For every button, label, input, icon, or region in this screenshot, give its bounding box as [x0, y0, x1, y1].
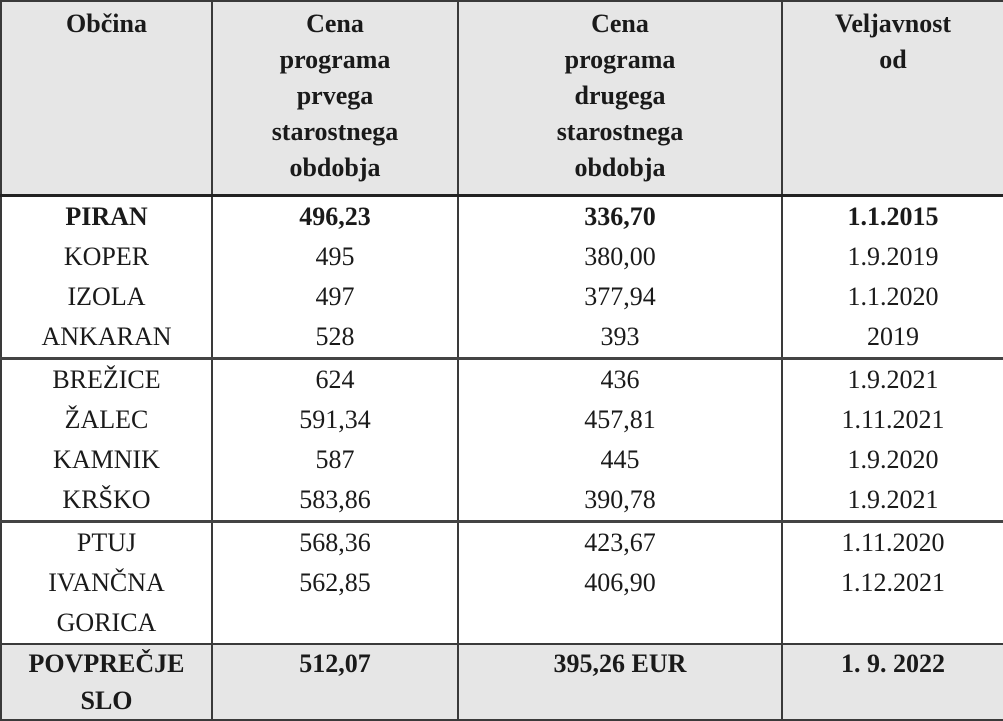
table-row	[1, 522, 1003, 564]
cell-prvo: 568,36	[212, 522, 458, 564]
cell-line: GORICA	[56, 608, 157, 637]
cell-line: IVANČNA	[48, 568, 165, 597]
header-line: Cena	[591, 9, 649, 38]
cell-drugo: 436	[458, 359, 782, 401]
cell-obcina: PTUJ	[1, 522, 212, 564]
table-row	[1, 359, 1003, 401]
cell-od: 1.11.2020	[782, 522, 1003, 564]
cell-prvo: 583,86	[212, 480, 458, 522]
cell-obcina: ŽALEC	[1, 400, 212, 440]
cell-od: 1.1.2015	[782, 196, 1003, 238]
average-row	[1, 644, 1003, 720]
cell-obcina: KRŠKO	[1, 480, 212, 522]
cell-drugo: 336,70	[458, 196, 782, 238]
table-row	[1, 563, 1003, 644]
table-row	[1, 277, 1003, 317]
cell-prvo: 496,23	[212, 196, 458, 238]
header-line: od	[879, 45, 907, 74]
cell-obcina	[1, 644, 212, 720]
cell-obcina: BREŽICE	[1, 359, 212, 401]
cell-od: 1.9.2020	[782, 440, 1003, 480]
table-row	[1, 237, 1003, 277]
header-line: programa	[564, 45, 676, 74]
cell-prvo: 495	[212, 237, 458, 277]
header-cena-drugega	[458, 1, 782, 196]
header-line: obdobja	[289, 153, 381, 182]
cell-prvo: 497	[212, 277, 458, 317]
header-line: drugega	[574, 81, 666, 110]
cell-obcina: IZOLA	[1, 277, 212, 317]
cell-od: 2019	[782, 317, 1003, 359]
cell-od: 1.9.2021	[782, 359, 1003, 401]
cell-drugo: 423,67	[458, 522, 782, 564]
cell-prvo: 512,07	[212, 644, 458, 720]
cell-line: SLO	[80, 686, 133, 715]
cell-drugo: 377,94	[458, 277, 782, 317]
header-line: Veljavnost	[834, 9, 952, 38]
cell-prvo: 591,34	[212, 400, 458, 440]
cell-obcina	[1, 563, 212, 644]
header-obcina	[1, 1, 212, 196]
table-row	[1, 196, 1003, 238]
cell-obcina: PIRAN	[1, 196, 212, 238]
cell-line: POVPREČJE	[28, 649, 185, 678]
cell-od: 1. 9. 2022	[782, 644, 1003, 720]
header-veljavnost	[782, 1, 1003, 196]
table-row	[1, 440, 1003, 480]
table-row	[1, 400, 1003, 440]
header-line: programa	[279, 45, 391, 74]
table-row	[1, 317, 1003, 359]
cell-drugo: 390,78	[458, 480, 782, 522]
cell-drugo: 406,90	[458, 563, 782, 644]
cell-obcina: KAMNIK	[1, 440, 212, 480]
cell-drugo: 395,26 EUR	[458, 644, 782, 720]
cell-obcina: ANKARAN	[1, 317, 212, 359]
header-line: Cena	[306, 9, 364, 38]
header-row	[1, 1, 1003, 196]
cell-prvo: 587	[212, 440, 458, 480]
cell-od: 1.1.2020	[782, 277, 1003, 317]
cell-prvo: 528	[212, 317, 458, 359]
cell-obcina: KOPER	[1, 237, 212, 277]
cell-prvo: 624	[212, 359, 458, 401]
cell-drugo: 380,00	[458, 237, 782, 277]
header-cena-prvega	[212, 1, 458, 196]
cell-od: 1.9.2019	[782, 237, 1003, 277]
header-line: Občina	[66, 9, 147, 38]
cell-drugo: 393	[458, 317, 782, 359]
cell-drugo: 445	[458, 440, 782, 480]
table-row	[1, 480, 1003, 522]
header-line: obdobja	[574, 153, 666, 182]
cell-od: 1.11.2021	[782, 400, 1003, 440]
cell-od: 1.9.2021	[782, 480, 1003, 522]
header-line: starostnega	[556, 117, 684, 146]
header-line: prvega	[296, 81, 374, 110]
cell-prvo: 562,85	[212, 563, 458, 644]
cell-drugo: 457,81	[458, 400, 782, 440]
header-line: starostnega	[271, 117, 399, 146]
cell-od: 1.12.2021	[782, 563, 1003, 644]
